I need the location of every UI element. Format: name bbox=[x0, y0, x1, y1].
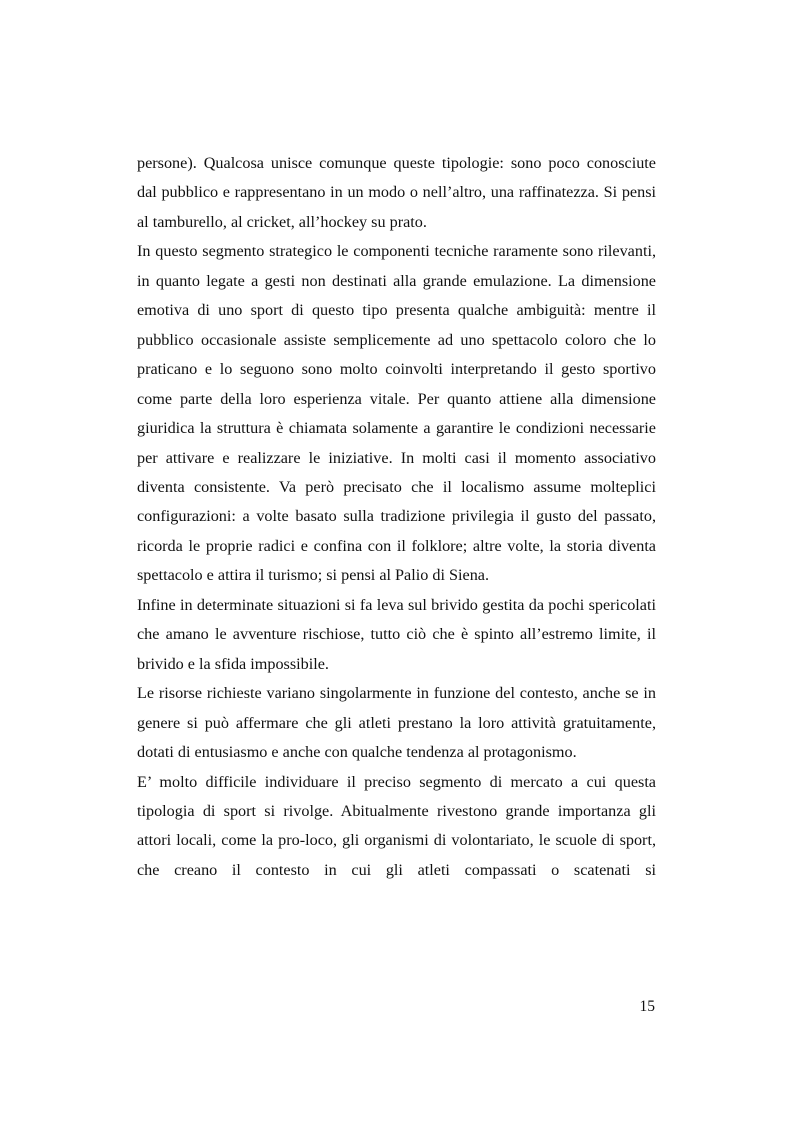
paragraph-5: E’ molto difficile individuare il preciso segmento di mercato a cui questa tipologia di sport si rivolge. Abitualmente rivestono grande importanza gli attori locali, come la pro-loco, gli organismi di volontariato, le scuole di sport, che creano il contesto in cui gli atleti compassati o scatenati si bbox=[137, 772, 656, 879]
body-text bbox=[137, 149, 656, 885]
paragraph-4: Le risorse richieste variano singolarmente in funzione del contesto, anche se in genere si può affermare che gli atleti prestano la loro attività gratuitamente, dotati di entusiasmo e anche con qualche tendenza al protagonismo. bbox=[137, 684, 656, 762]
paragraph-2: In questo segmento strategico le componenti tecniche raramente sono rilevanti, in quanto legate a gesti non destinati alla grande emulazione. La dimensione emotiva di uno sport di questo tipo presenta qualche ambiguità: mentre il pubblico occasionale assiste semplicemente ad uno spettacolo coloro che lo praticano e lo seguono sono molto coinvolti interpretando il gesto sportivo come parte della loro esperienza vitale. Per quanto attiene alla dimensione giuridica la struttura è chiamata solamente a garantire le condizioni necessarie per attivare e realizzare le iniziative. In molti casi il momento associativo diventa consistente. Va però precisato che il localismo assume molteplici configurazioni: a volte basato sulla tradizione privilegia il gusto del passato, ricorda le proprie radici e confina con il folklore; altre volte, la storia diventa spettacolo e attira il turismo; si pensi al Palio di Siena. bbox=[137, 242, 656, 585]
page-number: 15 bbox=[639, 998, 655, 1015]
paragraph-1: persone). Qualcosa unisce comunque queste tipologie: sono poco conosciute dal pubblico e rappresentano in un modo o nell’altro, una raffinatezza. Si pensi al tamburello, al cricket, all’hockey su prato. bbox=[137, 154, 656, 231]
paragraph-3: Infine in determinate situazioni si fa leva sul brivido gestita da pochi spericolati che amano le avventure rischiose, tutto ciò che è spinto all’estremo limite, il brivido e la sfida impossibile. bbox=[137, 595, 656, 673]
